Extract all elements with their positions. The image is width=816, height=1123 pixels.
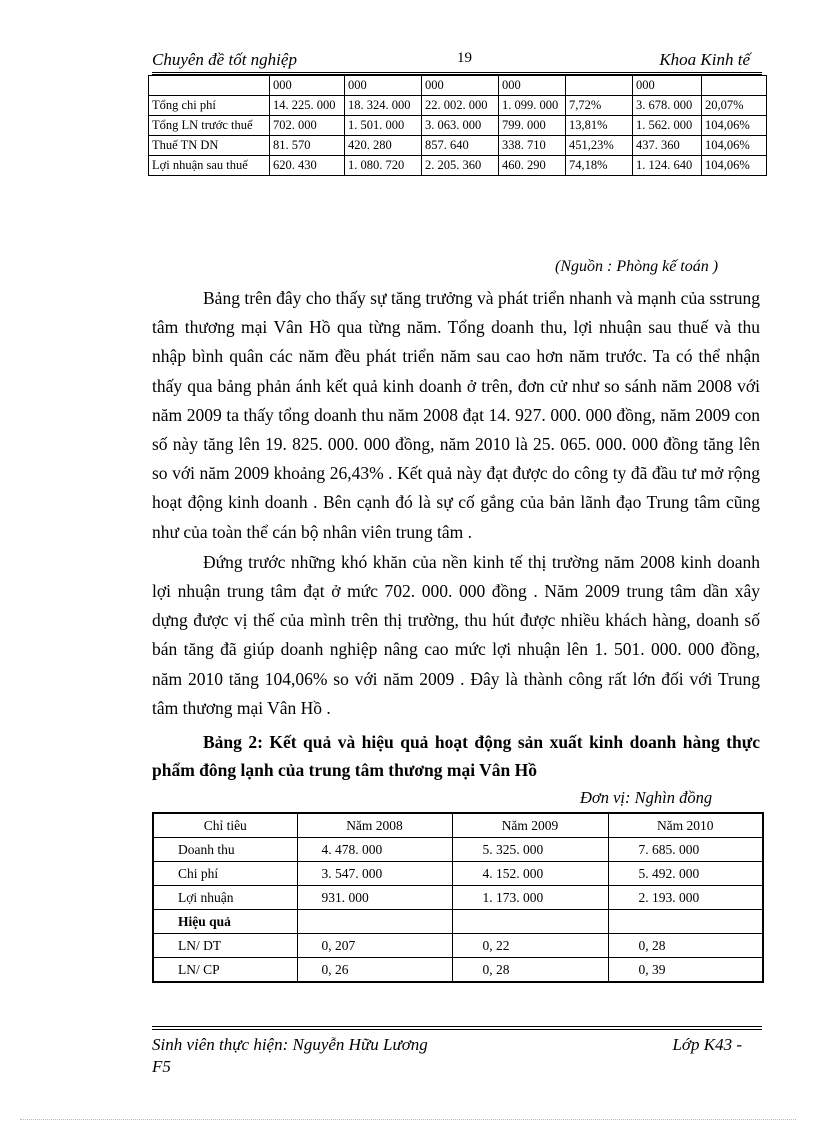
footer-rule — [152, 1026, 762, 1027]
table-cell: 2. 193. 000 — [608, 886, 763, 910]
table-row — [153, 886, 763, 910]
row-label: LN/ CP — [153, 958, 297, 983]
table-cell: 4. 152. 000 — [452, 862, 608, 886]
column-header: Năm 2008 — [297, 813, 452, 838]
footer-rule-2 — [152, 1029, 762, 1030]
row-label: Thuế TN DN — [149, 136, 270, 156]
row-label: Doanh thu — [153, 838, 297, 862]
table-cell: 931. 000 — [297, 886, 452, 910]
table-cell: 799. 000 — [499, 116, 566, 136]
table-cell — [608, 910, 763, 934]
source-note: (Nguồn : Phòng kế toán ) — [555, 258, 719, 275]
table-cell: 460. 290 — [499, 156, 566, 176]
column-header: Năm 2010 — [608, 813, 763, 838]
results-table-continued — [148, 75, 767, 176]
table-row — [149, 136, 767, 156]
table-cell — [566, 76, 633, 96]
table-cell: 4. 478. 000 — [297, 838, 452, 862]
table-row — [149, 76, 767, 96]
table-cell: 702. 000 — [270, 116, 345, 136]
header-title: Chuyên đề tốt nghiệp — [152, 50, 297, 69]
table-cell: 1. 124. 640 — [633, 156, 702, 176]
column-header: Năm 2009 — [452, 813, 608, 838]
table-header-row — [153, 813, 763, 838]
table-cell: 22. 002. 000 — [422, 96, 499, 116]
table-cell: 7. 685. 000 — [608, 838, 763, 862]
table-cell: 000 — [422, 76, 499, 96]
frozen-food-results-table — [152, 812, 764, 983]
column-header: Chỉ tiêu — [153, 813, 297, 838]
row-label: LN/ DT — [153, 934, 297, 958]
table-cell: 20,07% — [702, 96, 767, 116]
table-cell — [702, 76, 767, 96]
table-cell: 0, 26 — [297, 958, 452, 983]
table-cell: 13,81% — [566, 116, 633, 136]
table-cell: 451,23% — [566, 136, 633, 156]
header-department: Khoa Kinh tế — [659, 50, 750, 69]
table-cell — [452, 910, 608, 934]
page-header — [152, 48, 762, 72]
row-label — [149, 76, 270, 96]
table-row — [149, 116, 767, 136]
table-cell: 3. 547. 000 — [297, 862, 452, 886]
page-number: 19 — [457, 50, 472, 66]
table-row — [153, 958, 763, 983]
row-label: Lợi nhuận sau thuế — [149, 156, 270, 176]
table2-title: Bảng 2: Kết quả và hiệu quả hoạt động sản xuất kinh doanh hàng thực phẩm đông lạnh của trung tâm thương mại Vân Hồ — [152, 732, 760, 780]
table-row — [153, 862, 763, 886]
table-cell: 18. 324. 000 — [345, 96, 422, 116]
table-cell: 0, 28 — [608, 934, 763, 958]
table-cell: 5. 492. 000 — [608, 862, 763, 886]
footer-student: Sinh viên thực hiện: Nguyễn Hữu Lương — [152, 1035, 428, 1054]
table-cell: 81. 570 — [270, 136, 345, 156]
table-cell: 1. 173. 000 — [452, 886, 608, 910]
table-cell: 1. 501. 000 — [345, 116, 422, 136]
table2-unit: Đơn vị: Nghìn đồng — [580, 788, 713, 807]
body-text — [152, 284, 760, 723]
footer-class: Lớp K43 - — [672, 1035, 742, 1054]
table-cell: 14. 225. 000 — [270, 96, 345, 116]
table-cell: 437. 360 — [633, 136, 702, 156]
table-cell: 0, 22 — [452, 934, 608, 958]
table-cell: 338. 710 — [499, 136, 566, 156]
page-edge-dots — [20, 1119, 796, 1120]
row-label: Lợi nhuận — [153, 886, 297, 910]
table-cell: 1. 080. 720 — [345, 156, 422, 176]
table-cell: 000 — [499, 76, 566, 96]
table-cell — [297, 910, 452, 934]
page-footer — [152, 1034, 762, 1078]
header-rule — [152, 72, 762, 73]
table-row — [153, 910, 763, 934]
table-cell: 104,06% — [702, 116, 767, 136]
table-cell: 000 — [633, 76, 702, 96]
table-cell: 1. 562. 000 — [633, 116, 702, 136]
table-cell: 74,18% — [566, 156, 633, 176]
table-cell: 2. 205. 360 — [422, 156, 499, 176]
table-cell: 620. 430 — [270, 156, 345, 176]
footer-student-cont: F5 — [152, 1057, 171, 1076]
table-row — [149, 96, 767, 116]
table-cell: 1. 099. 000 — [499, 96, 566, 116]
table-cell: 3. 063. 000 — [422, 116, 499, 136]
table-cell: 3. 678. 000 — [633, 96, 702, 116]
table-cell: 000 — [270, 76, 345, 96]
paragraph-2: Đứng trước những khó khăn của nền kinh tế thị trường năm 2008 kinh doanh lợi nhuận trung tâm đạt ở mức 702. 000. 000 đồng . Năm 2009 trung tâm dần xây dựng được vị thế của mình trên thị trường, thu hút được nhiều khách hàng, doanh số bán tăng đã giúp doanh nghiệp nâng cao mức lợi nhuận lên 1. 501. 000. 000 đồng, năm 2010 tăng 104,06% so với năm 2009 . Đây là thành công rất lớn đối với Trung tâm thương mại Vân Hồ . — [152, 551, 760, 718]
row-label: Hiệu quả — [153, 910, 297, 934]
table-row — [149, 156, 767, 176]
table-cell: 0, 207 — [297, 934, 452, 958]
table-cell: 7,72% — [566, 96, 633, 116]
table-row — [153, 934, 763, 958]
row-label: Tổng LN trước thuế — [149, 116, 270, 136]
table-cell: 104,06% — [702, 136, 767, 156]
table-cell: 857. 640 — [422, 136, 499, 156]
table-cell: 420. 280 — [345, 136, 422, 156]
row-label: Chi phí — [153, 862, 297, 886]
table-cell: 0, 28 — [452, 958, 608, 983]
row-label: Tổng chi phí — [149, 96, 270, 116]
table-cell: 000 — [345, 76, 422, 96]
paragraph-1: Bảng trên đây cho thấy sự tăng trưởng và phát triển nhanh và mạnh của sstrung tâm thương mại Vân Hồ qua từng năm. Tổng doanh thu, lợi nhuận sau thuế và thu nhập bình quân các năm đều phát triển năm sau cao hơn năm trước. Ta có thể nhận thấy qua bảng phản ánh kết quả kinh doanh ở trên, đơn cử như so sánh năm 2008 với năm 2009 ta thấy tổng doanh thu năm 2008 đạt 14. 927. 000. 000 đồng, năm 2009 con số này tăng lên 19. 825. 000. 000 đồng, năm 2010 là 25. 065. 000. 000 đồng tăng lên so với năm 2009 khoảng 26,43% . Kết quả này đạt được do công ty đã đầu tư mở rộng hoạt động kinh doanh . Bên cạnh đó là sự cố gắng của bản lãnh đạo Trung tâm cũng như của toàn thể cán bộ nhân viên trung tâm . — [152, 288, 760, 542]
table-cell: 5. 325. 000 — [452, 838, 608, 862]
table-row — [153, 838, 763, 862]
table-cell: 0, 39 — [608, 958, 763, 983]
table-cell: 104,06% — [702, 156, 767, 176]
